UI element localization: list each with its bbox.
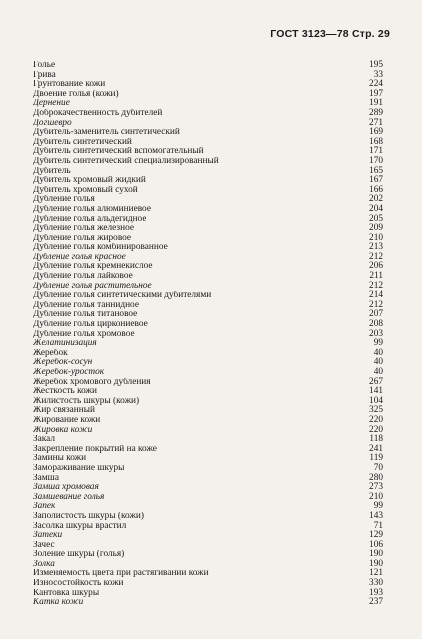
entry-page-number: 213 — [369, 242, 383, 253]
entry-page-number: 121 — [369, 568, 383, 579]
entry-page-number: 289 — [369, 107, 383, 118]
entry-page-number: 280 — [369, 472, 383, 483]
index-entry — [33, 512, 383, 522]
index-entry — [33, 61, 383, 71]
entry-term: Замораживание шкуры — [33, 463, 125, 473]
entry-page-number: 104 — [369, 395, 383, 406]
index-entry — [33, 272, 383, 282]
entry-page-number: 165 — [369, 165, 383, 176]
index-entry — [33, 483, 383, 493]
entry-page-number: 202 — [369, 194, 383, 205]
index-entry — [33, 589, 383, 599]
entry-page-number: 195 — [369, 60, 383, 70]
entry-term: Грива — [33, 70, 56, 80]
entry-term: Замины кожи — [33, 454, 87, 464]
entry-term: Жилистость шкуры (кожи) — [33, 396, 140, 406]
entry-page-number: 143 — [369, 510, 383, 521]
entry-term: Дубление голья лайковое — [33, 272, 133, 282]
entry-term: Дубление голья комбинированное — [33, 243, 168, 253]
entry-term: Запек — [33, 502, 56, 512]
index-entry — [33, 454, 383, 464]
entry-page-number: 209 — [369, 223, 383, 234]
index-entry — [33, 205, 383, 215]
index-entry — [33, 358, 383, 368]
entry-term: Жирование кожи — [33, 415, 101, 425]
entry-page-number: 212 — [369, 280, 383, 291]
entry-term: Дубление голья — [33, 195, 95, 205]
entry-page-number: 129 — [369, 530, 383, 541]
index-entry — [33, 262, 383, 272]
entry-page-number: 99 — [373, 501, 383, 512]
index-entry — [33, 426, 383, 436]
index-entry — [33, 493, 383, 503]
index-entry — [33, 416, 383, 426]
entry-page-number: 203 — [369, 328, 383, 339]
entry-page-number: 214 — [369, 290, 383, 301]
entry-term: Износостойкость кожи — [33, 579, 124, 589]
index-entry — [33, 186, 383, 196]
index-entry — [33, 99, 383, 109]
index-entry — [33, 157, 383, 167]
index-entry — [33, 176, 383, 186]
entry-page-number: 204 — [369, 203, 383, 214]
entry-page-number: 40 — [373, 347, 383, 358]
index-entry — [33, 522, 383, 532]
entry-term: Дубитель-заменитель синтетический — [33, 128, 180, 138]
entry-term: Голье — [33, 61, 56, 70]
entry-term: Заполистость шкуры (кожи) — [33, 511, 144, 521]
entry-page-number: 220 — [369, 414, 383, 425]
entry-term: Дубление голья циркониевое — [33, 320, 148, 330]
entry-term: Жеребок-сосун — [33, 358, 93, 368]
index-entry — [33, 445, 383, 455]
entry-term: Доброкачественность дубителей — [33, 108, 163, 118]
entry-term: Золка — [33, 559, 55, 569]
index-entry — [33, 80, 383, 90]
index-entry — [33, 550, 383, 560]
entry-page-number: 220 — [369, 424, 383, 435]
index-entry — [33, 147, 383, 157]
index-entry — [33, 598, 383, 608]
index-entry — [33, 310, 383, 320]
entry-page-number: 210 — [369, 232, 383, 243]
entry-term: Дубление голья титановое — [33, 310, 138, 320]
entry-term: Жеребок хромового дубления — [33, 377, 151, 387]
entry-page-number: 40 — [373, 367, 383, 377]
index-entry — [33, 569, 383, 579]
entry-page-number: 330 — [369, 578, 383, 589]
index-entry — [33, 109, 383, 119]
entry-page-number: 208 — [369, 319, 383, 330]
entry-page-number: 71 — [373, 520, 383, 531]
index-entry — [33, 387, 383, 397]
entry-term: Двоение голья (кожи) — [33, 89, 119, 99]
entry-page-number: 166 — [369, 184, 383, 195]
index-entry — [33, 368, 383, 378]
entry-page-number: 210 — [369, 491, 383, 502]
index-entry — [33, 282, 383, 292]
entry-term: Затеки — [33, 531, 63, 541]
entry-page-number: 169 — [369, 127, 383, 138]
entry-term: Дубление голья синтетическими дубителями — [33, 291, 212, 301]
entry-page-number: 168 — [369, 136, 383, 147]
entry-term: Дубление голья хромовое — [33, 329, 135, 339]
entry-page-number: 191 — [369, 98, 383, 109]
entry-term: Закрепление покрытий на коже — [33, 444, 157, 454]
entry-term: Догшевро — [33, 118, 72, 128]
entry-page-number: 224 — [369, 79, 383, 90]
index-entry — [33, 320, 383, 330]
entry-page-number: 211 — [369, 271, 383, 282]
entry-page-number: 271 — [369, 117, 383, 128]
entry-term: Зачес — [33, 540, 55, 550]
entry-term: Кантовка шкуры — [33, 588, 100, 598]
entry-term: Золение шкуры (голья) — [33, 550, 125, 560]
entry-term: Дубитель хромовый сухой — [33, 185, 138, 195]
index-entry — [33, 397, 383, 407]
entry-page-number: 141 — [369, 386, 383, 397]
entry-term: Жесткость кожи — [33, 387, 97, 397]
index-entry — [33, 579, 383, 589]
index-entry — [33, 224, 383, 234]
entry-term: Дубитель хромовый жидкий — [33, 176, 146, 186]
entry-term: Замша — [33, 473, 59, 483]
term-index — [33, 61, 383, 608]
entry-term: Закал — [33, 435, 56, 445]
index-entry — [33, 541, 383, 551]
index-entry — [33, 464, 383, 474]
entry-term: Желатинизация — [33, 339, 97, 349]
entry-page-number: 99 — [373, 338, 383, 349]
entry-page-number: 190 — [369, 558, 383, 569]
entry-page-number: 167 — [369, 175, 383, 186]
entry-page-number: 33 — [373, 69, 383, 80]
entry-page-number: 40 — [373, 357, 383, 368]
index-entry — [33, 378, 383, 388]
index-entry — [33, 301, 383, 311]
index-entry — [33, 234, 383, 244]
index-entry — [33, 243, 383, 253]
index-entry — [33, 119, 383, 129]
entry-term: Дубление голья растительное — [33, 281, 152, 291]
entry-page-number: 118 — [369, 434, 383, 445]
entry-term: Дубление голья красное — [33, 252, 126, 262]
entry-page-number: 170 — [369, 155, 383, 166]
index-entry — [33, 90, 383, 100]
index-entry — [33, 330, 383, 340]
entry-page-number: 237 — [369, 597, 383, 608]
entry-term: Изменяемость цвета при растягивании кожи — [33, 569, 209, 579]
index-entry — [33, 167, 383, 177]
entry-page-number: 207 — [369, 309, 383, 320]
index-entry — [33, 349, 383, 359]
entry-page-number: 241 — [369, 443, 383, 454]
index-entry — [33, 339, 383, 349]
entry-page-number: 212 — [369, 299, 383, 310]
index-entry — [33, 138, 383, 148]
entry-page-number: 206 — [369, 261, 383, 272]
entry-page-number: 106 — [369, 539, 383, 550]
entry-term: Дубление голья алюминиевое — [33, 204, 151, 214]
entry-term: Жир связанный — [33, 406, 95, 416]
index-entry — [33, 531, 383, 541]
index-entry — [33, 215, 383, 225]
entry-page-number: 193 — [369, 587, 383, 598]
entry-term: Дубитель синтетический специализированный — [33, 156, 219, 166]
entry-term: Дубление голья альдегидное — [33, 214, 147, 224]
entry-term: Дубитель — [33, 166, 71, 176]
entry-term: Замшевание голья — [33, 492, 105, 502]
entry-page-number: 267 — [369, 376, 383, 387]
entry-page-number: 205 — [369, 213, 383, 224]
entry-term: Грунтование кожи — [33, 80, 106, 90]
index-entry — [33, 291, 383, 301]
entry-page-number: 325 — [369, 405, 383, 416]
index-entry — [33, 502, 383, 512]
entry-term: Дубитель синтетический вспомогательный — [33, 147, 204, 157]
entry-term: Дубление голья жировое — [33, 233, 132, 243]
entry-page-number: 212 — [369, 251, 383, 262]
entry-term: Дернение — [33, 99, 70, 109]
entry-term: Засолка шкуры врастил — [33, 521, 127, 531]
entry-page-number: 119 — [369, 453, 383, 464]
index-entry — [33, 71, 383, 81]
entry-page-number: 190 — [369, 549, 383, 560]
index-entry — [33, 253, 383, 263]
entry-page-number: 197 — [369, 88, 383, 99]
index-entry — [33, 560, 383, 570]
entry-page-number: 70 — [373, 462, 383, 473]
entry-term: Дубление голья таннидное — [33, 300, 139, 310]
entry-term: Дубитель синтетический — [33, 137, 132, 147]
entry-page-number: 273 — [369, 482, 383, 493]
index-entry — [33, 195, 383, 205]
entry-term: Дубление голья железное — [33, 224, 134, 234]
index-entry — [33, 435, 383, 445]
entry-term: Дубление голья кремнекислое — [33, 262, 153, 272]
page-header: ГОСТ 3123—78 Стр. 29 — [270, 28, 390, 40]
index-entry — [33, 406, 383, 416]
entry-term: Замша хромовая — [33, 483, 99, 493]
entry-page-number: 171 — [369, 146, 383, 157]
index-entry — [33, 474, 383, 484]
entry-term: Жеребок-уросток — [33, 368, 105, 377]
index-entry — [33, 128, 383, 138]
entry-term: Жировка кожи — [33, 425, 93, 435]
entry-term: Жеребок — [33, 348, 68, 358]
entry-term: Катка кожи — [33, 598, 84, 608]
